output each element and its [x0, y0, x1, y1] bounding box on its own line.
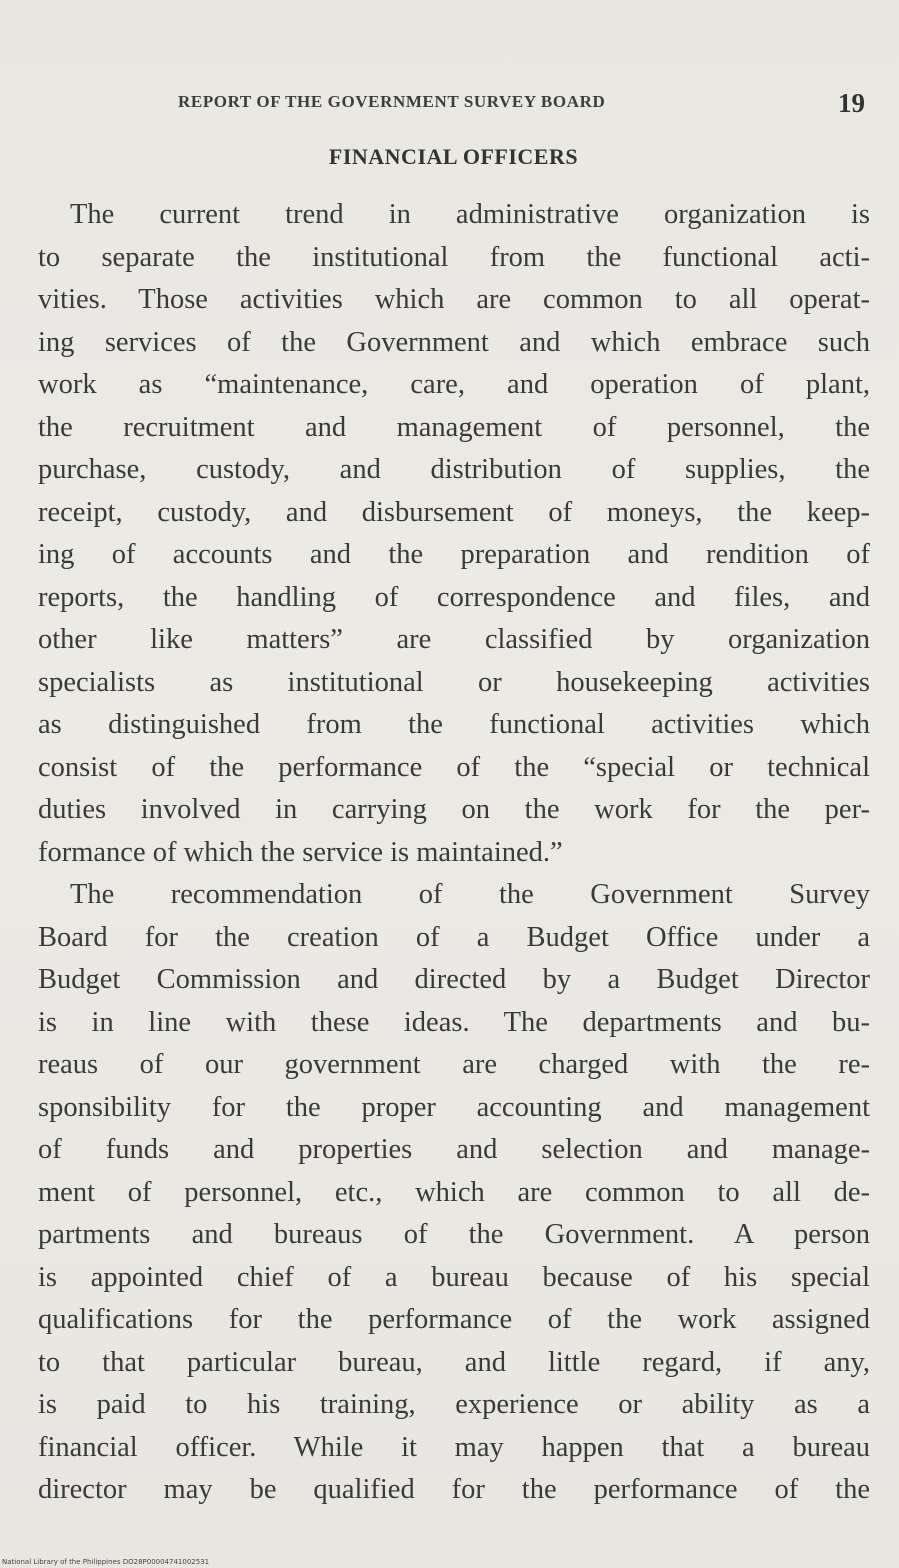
text-line: is appointed chief of a bureau because of his special [38, 1261, 870, 1293]
text-line: purchase, custody, and distribution of supplies, the [38, 454, 870, 485]
text-line: financial officer. While it may happen that a bureau [38, 1431, 870, 1463]
footer-watermark: National Library of the Philippines DO28P00004741002531 [2, 1558, 210, 1566]
text-line: the recruitment and management of personnel, the [38, 411, 870, 443]
text-line: specialists as institutional or housekeeping activities [38, 666, 870, 698]
text-line: Board for the creation of a Budget Office under a [38, 921, 870, 953]
text-line: ing services of the Government and which embrace such [38, 326, 870, 358]
text-line: duties involved in carrying on the work for the per- [38, 794, 870, 825]
text-line: vities. Those activities which are common to all operat- [38, 284, 870, 315]
text-line: to separate the institutional from the functional acti- [38, 241, 870, 273]
text-line: consist of the performance of the “special or technical [38, 751, 870, 783]
text-line: partments and bureaus of the Government. A person [38, 1219, 870, 1250]
text-line: formance of which the service is maintained.” [38, 836, 563, 868]
text-line: as distinguished from the functional activities which [38, 709, 870, 740]
text-line: reports, the handling of correspondence and files, and [38, 581, 870, 613]
text-line: The current trend in administrative organization is [70, 199, 870, 230]
text-line: ment of personnel, etc., which are common to all de- [38, 1176, 870, 1208]
text-line: ing of accounts and the preparation and rendition of [38, 539, 870, 570]
text-line: sponsibility for the proper accounting and management [38, 1091, 870, 1123]
text-line: of funds and properties and selection and manage- [38, 1134, 870, 1165]
text-line: to that particular bureau, and little regard, if any, [38, 1346, 870, 1378]
text-line: Budget Commission and directed by a Budget Director [38, 964, 870, 995]
page-number: 19 [838, 88, 865, 118]
text-line: director may be qualified for the performance of the [38, 1474, 870, 1505]
text-line: is paid to his training, experience or ability as a [38, 1389, 870, 1420]
text-line: The recommendation of the Government Survey [70, 879, 870, 910]
text-line: is in line with these ideas. The departments and bu- [38, 1006, 870, 1038]
text-line: other like matters” are classified by organization [38, 624, 870, 655]
text-line: receipt, custody, and disbursement of moneys, the keep- [38, 496, 870, 528]
text-line: work as “maintenance, care, and operation of plant, [38, 369, 870, 400]
text-line: qualifications for the performance of the work assigned [38, 1304, 870, 1335]
running-head: REPORT OF THE GOVERNMENT SURVEY BOARD [178, 92, 606, 111]
body-text [38, 194, 870, 1512]
text-line: reaus of our government are charged with the re- [38, 1049, 870, 1080]
section-title: FINANCIAL OFFICERS [328, 144, 579, 169]
